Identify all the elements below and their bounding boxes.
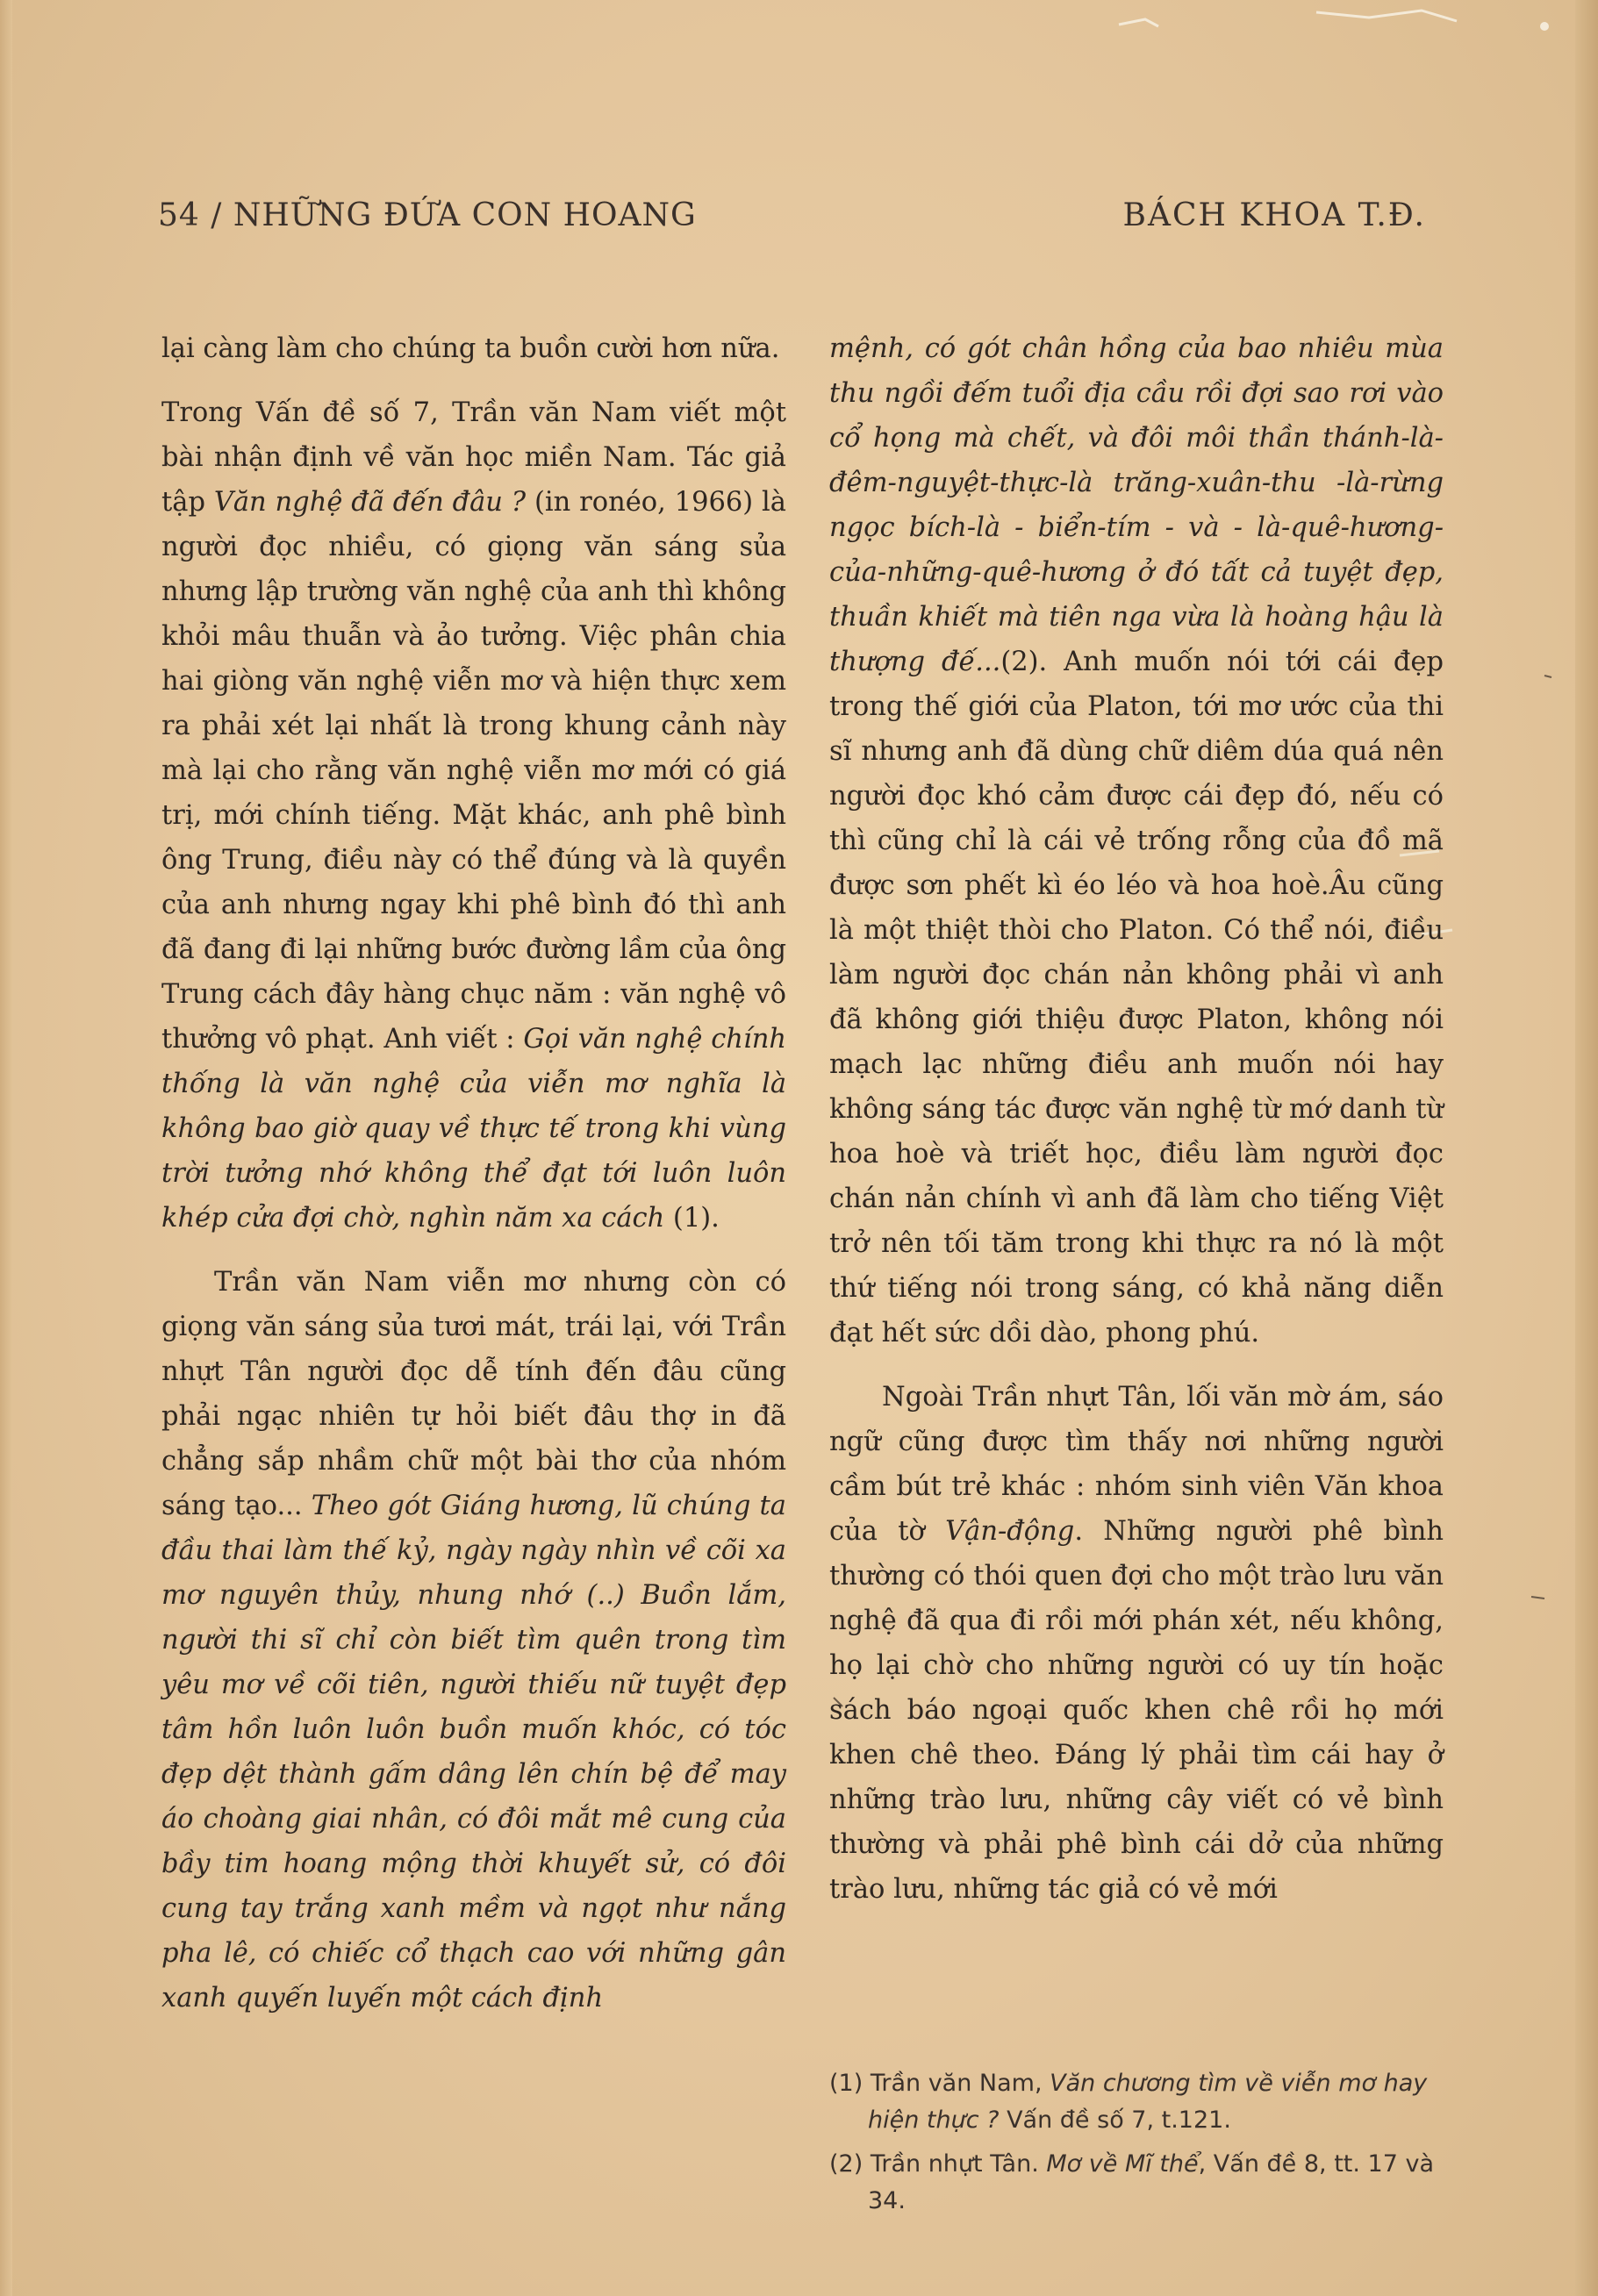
footnotes [829, 2065, 1444, 2220]
paragraph-text: Ngoài Trần nhựt Tân, lối văn mờ ám, sáo ngữ cũng được tìm thấy nơi những người cầm bút trẻ khác : nhóm sinh viên Văn khoa của tờ [829, 1382, 1444, 1547]
quotation: mệnh, có gót chân hồng của bao nhiêu mùa thu ngồi đếm tuổi địa cầu rồi đợi sao rơi vào cổ họng mà chết, và đôi môi thần thánh-là-đêm-nguyệt-thực-là trăng-xuân-thu -là-rừng ngọc bích-là - biển-tím - và - là-quê-hương-của-những-quê-hương ở đó tất cả tuyệt đẹp, thuần khiết mà tiên nga vừa là hoàng hậu là thượng đế... [829, 333, 1444, 677]
footnote-1 [829, 2065, 1444, 2139]
paragraph-text: Trần văn Nam viễn mơ nhưng còn có giọng văn sáng sủa tươi mát, trái lại, với Trần nhựt Tân người đọc dễ tính đến đâu cũng phải ngạc nhiên tự hỏi biết đâu thợ in đã chẳng sắp nhầm chữ một bài thơ của nhóm sáng tạo... [161, 1267, 786, 1521]
page-header [158, 197, 1426, 250]
book-title: Văn nghệ đã đến đâu ? [213, 487, 527, 518]
paragraph [161, 326, 786, 371]
quotation: Theo gót Giáng hương, lũ chúng ta đầu thai làm thế kỷ, ngày ngày nhìn về cõi xa mơ nguyên thủy, nhung nhớ (..) Buồn lắm, người thi sĩ chỉ còn biết tìm quên trong tìm yêu mơ về cõi tiên, người thiếu nữ tuyệt đẹp tâm hồn luôn luôn buồn muốn khóc, có tóc đẹp dệt thành gấm dâng lên chín bệ để may áo choàng giai nhân, có đôi mắt mê cung của bầy tim hoang mộng thời khuyết sử, có đôi cung tay trắng xanh mềm và ngọt như nắng pha lê, có chiếc cổ thạch cao với những gân xanh quyến luyến một cách định [161, 1491, 786, 2013]
footnote-text: , Vấn đề 8, tt. 17 và 34. [868, 2150, 1434, 2214]
paragraph [161, 390, 786, 1241]
paragraph-text: Trong Vấn đề số 7, Trần văn Nam viết một bài nhận định về văn học miền Nam. Tác giả tập [161, 397, 786, 518]
footnote-text: Vấn đề số 7, t.121. [999, 2106, 1231, 2134]
paragraph-text: lại càng làm cho chúng ta buồn cười hơn nữa. [161, 333, 780, 364]
quotation: Gọi văn nghệ chính thống là văn nghệ của viễn mơ nghĩa là không bao giờ quay về thực tế trong khi vùng trời tưởng nhớ không thể đạt tới luôn luôn khép cửa đợi chờ, nghìn năm xa cách [161, 1024, 786, 1234]
footnote-title: Mơ về Mĩ thể [1046, 2150, 1199, 2178]
footnote-text: (1) Trần văn Nam, [829, 2070, 1050, 2097]
footnote-title: Văn chương tìm về viễn mơ hay hiện thực ? [868, 2070, 1428, 2134]
paragraph-text: . Những người phê bình thường có thói quen đợi cho một trào lưu văn nghệ đã qua đi rồi mới phán xét, nếu không, họ lại chờ cho những người có uy tín hoặc sách báo ngoại quốc khen chê rồi họ mới khen chê theo. Đáng lý phải tìm cái hay ở những trào lưu, những cây viết có vẻ bình thường và phải phê bình cái dở của những trào lưu, những tác giả có vẻ mới [829, 1516, 1444, 1905]
paragraph [161, 1260, 786, 2021]
paragraph-text: (2). Anh muốn nói tới cái đẹp trong thế giới của Platon, tới mơ ước của thi sĩ nhưng anh đã dùng chữ diêm dúa quá nên người đọc khó cảm được cái đẹp đó, nếu có thì cũng chỉ là cái vẻ trống rỗng của đồ mã được sơn phết kì éo léo và hoa hoè.Âu cũng là một thiệt thòi cho Platon. Có thể nói, điều làm người đọc chán nản không phải vì anh đã không giới thiệu được Platon, không nói mạch lạc những điều anh muốn nói hay không sáng tác được văn nghệ từ mớ danh từ hoa hoè và triết học, điều làm người đọc chán nản chính vì anh đã làm cho tiếng Việt trở nên tối tăm trong khi thực ra nó là một thứ tiếng nói trong sáng, có khả năng diễn đạt hết sức dồi dào, phong phú. [829, 647, 1444, 1348]
footnote-text: (2) Trần nhựt Tân. [829, 2150, 1047, 2178]
right-column [829, 326, 1444, 1912]
journal-title: Vận-động [945, 1516, 1075, 1547]
paragraph-text: (in ronéo, 1966) là người đọc nhiều, có giọng văn sáng sủa nhưng lập trường văn nghệ của anh thì không khỏi mâu thuẫn và ảo tưởng. Việc phân chia hai giòng văn nghệ viễn mơ và hiện thực xem ra phải xét lại nhất là trong khung cảnh này mà lại cho rằng văn nghệ viễn mơ mới có giá trị, mới chính tiếng. Mặt khác, anh phê bình ông Trung, điều này có thể đúng và là quyền của anh nhưng ngay khi phê bình đó thì anh đã đang đi lại những bước đường lầm của ông Trung cách đây hàng chục năm : văn nghệ vô thưởng vô phạt. Anh viết : [161, 487, 786, 1055]
paragraph [829, 326, 1444, 1355]
footnote-ref: (1). [664, 1203, 720, 1234]
left-column [161, 326, 786, 2021]
header-page-title: 54 / NHỮNG ĐỨA CON HOANG [158, 197, 697, 233]
footnote-2 [829, 2146, 1444, 2220]
paragraph [829, 1375, 1444, 1912]
header-magazine-name: BÁCH KHOA T.Đ. [1122, 197, 1426, 233]
